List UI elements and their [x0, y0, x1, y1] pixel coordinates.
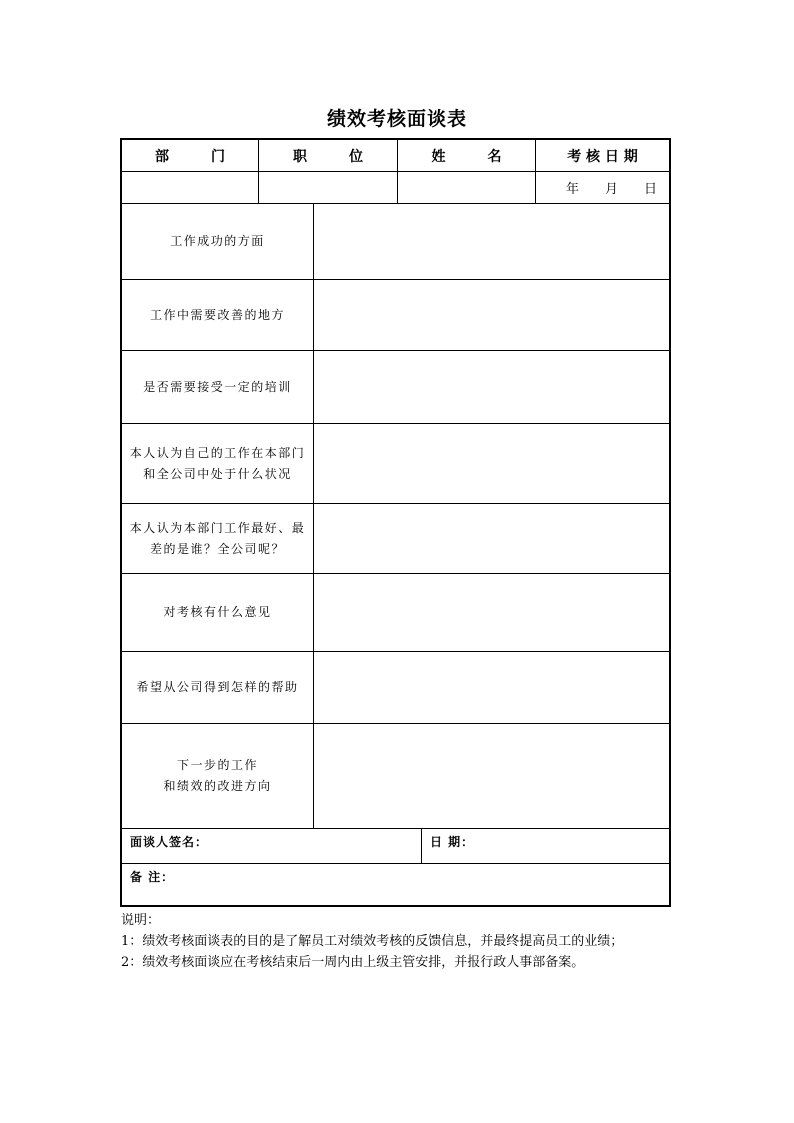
row-answer-appraisal-opinion[interactable] — [314, 574, 669, 652]
department-input-cell[interactable] — [122, 172, 259, 204]
name-input-cell[interactable] — [398, 172, 536, 204]
notes-heading: 说明： — [121, 913, 161, 928]
review-date-placeholder: 年 月 日 — [565, 182, 657, 197]
row-answer-training-needs[interactable] — [314, 351, 669, 424]
position-input-cell[interactable] — [259, 172, 398, 204]
row-label-next-steps — [122, 724, 314, 829]
row-label-line2: 和绩效的改进方向 — [163, 779, 272, 793]
row-answer-help-wanted[interactable] — [314, 652, 669, 724]
row-label-text: 对考核有什么意见 — [163, 605, 272, 619]
remarks-cell[interactable] — [122, 864, 669, 905]
row-answer-best-worst[interactable] — [314, 504, 669, 574]
header-name — [398, 140, 536, 172]
header-department — [122, 140, 259, 172]
row-label-line1: 下一步的工作 — [176, 758, 258, 772]
row-label-help-wanted — [122, 652, 314, 724]
appraisal-interview-form — [120, 138, 671, 907]
row-label-text: 本人认为自己的工作在本部门和全公司中处于什么状况 — [129, 445, 306, 481]
header-position — [259, 140, 398, 172]
row-label-text: 工作中需要改善的地方 — [149, 307, 285, 322]
form-title: 绩效考核面谈表 — [326, 108, 467, 130]
row-label-text: 希望从公司得到怎样的帮助 — [136, 680, 299, 694]
notes-section — [121, 910, 721, 973]
header-department-label: 部 门 — [155, 148, 225, 165]
row-answer-self-assessment[interactable] — [314, 424, 669, 504]
sign-date-cell[interactable] — [422, 829, 669, 864]
row-label-self-assessment — [122, 424, 314, 504]
note-item-2: 2：绩效考核面谈应在考核结束后一周内由上级主管安排，并报行政人事部备案。 — [121, 955, 585, 970]
header-review-date — [536, 140, 669, 172]
header-name-label: 姓 名 — [431, 148, 502, 165]
sign-date-label: 日 期： — [430, 835, 475, 849]
row-label-text: 是否需要接受一定的培训 — [143, 379, 292, 394]
remarks-label: 备 注： — [130, 870, 175, 884]
row-label-text: 工作成功的方面 — [170, 234, 265, 248]
row-label-improvement-areas — [122, 280, 314, 351]
review-date-input-cell[interactable] — [536, 172, 669, 204]
interviewer-signature-label: 面谈人签名： — [130, 835, 209, 849]
interviewer-signature-cell[interactable] — [122, 829, 422, 864]
row-answer-improvement-areas[interactable] — [314, 280, 669, 351]
row-label-container — [163, 755, 271, 797]
row-label-text: 本人认为本部门工作最好、最差的是谁？全公司呢？ — [129, 520, 306, 556]
row-label-appraisal-opinion — [122, 574, 314, 652]
row-answer-success-areas[interactable] — [314, 204, 669, 280]
header-review-date-label: 考 核 日 期 — [567, 148, 638, 165]
row-label-training-needs — [122, 351, 314, 424]
row-label-best-worst — [122, 504, 314, 574]
row-answer-next-steps[interactable] — [314, 724, 669, 829]
header-position-label: 职 位 — [293, 148, 363, 165]
note-item-1: 1：绩效考核面谈表的目的是了解员工对绩效考核的反馈信息，并最终提高员工的业绩； — [121, 934, 624, 949]
row-label-success-areas — [122, 204, 314, 280]
